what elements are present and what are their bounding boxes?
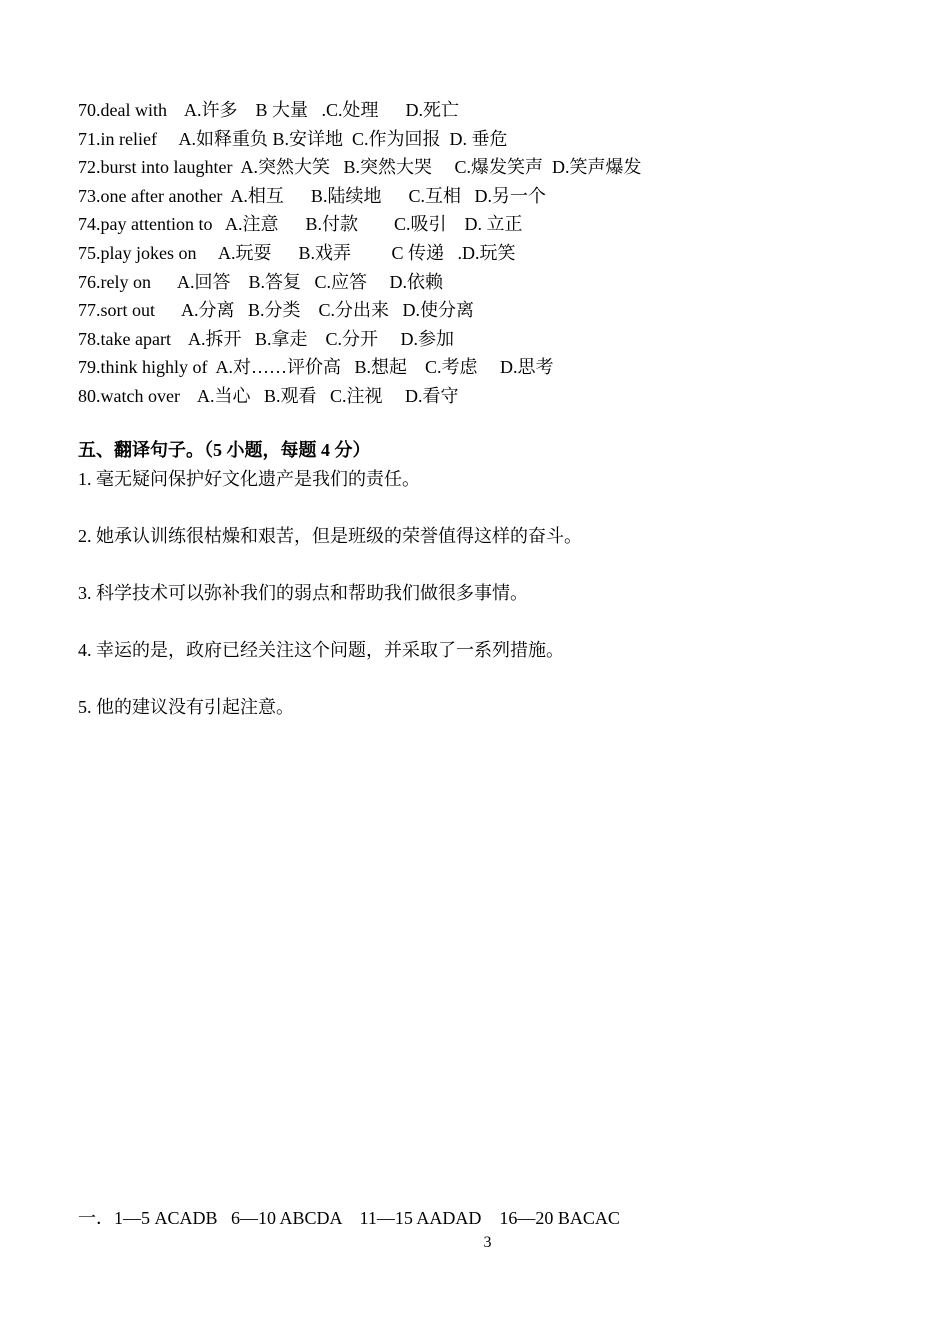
vocab-question-75: 75.play jokes on A.玩耍 B.戏弄 C 传递 .D.玩笑: [78, 242, 516, 263]
vocab-question-71: 71.in relief A.如释重负 B.安详地 C.作为回报 D. 垂危: [78, 128, 508, 149]
translation-sentence-2: 2. 她承认训练很枯燥和艰苦，但是班级的荣誉值得这样的奋斗。: [78, 526, 582, 546]
vocab-question-78: 78.take apart A.拆开 B.拿走 C.分开 D.参加: [78, 328, 454, 349]
vocab-question-73: 73.one after another A.相互 B.陆续地 C.互相 D.另一个: [78, 185, 546, 206]
vocab-question-76: 76.rely on A.回答 B.答复 C.应答 D.依赖: [78, 271, 444, 292]
translation-sentence-1: 1. 毫无疑问保护好文化遗产是我们的责任。: [78, 469, 420, 489]
translation-sentence-3: 3. 科学技术可以弥补我们的弱点和帮助我们做很多事情。: [78, 583, 528, 603]
vocab-question-70: 70.deal with A.许多 B 大量 .C.处理 D.死亡: [78, 100, 459, 120]
translation-sentence-4: 4. 幸运的是，政府已经关注这个问题，并采取了一系列措施。: [78, 640, 564, 660]
vocab-question-72: 72.burst into laughter A.突然大笑 B.突然大哭 C.爆发笑声 D.笑声爆发: [78, 157, 642, 178]
vocab-question-77: 77.sort out A.分离 B.分类 C.分出来 D.使分离: [78, 300, 475, 321]
translation-sentence-5: 5. 他的建议没有引起注意。: [78, 697, 294, 717]
vocab-question-79: 79.think highly of A.对……评价高 B.想起 C.考虑 D.思考: [78, 357, 554, 378]
translation-sentence-list: [78, 465, 898, 750]
translation-section-heading: 五、翻译句子。（5 小题，每题 4 分）: [78, 440, 371, 460]
vocab-question-80: 80.watch over A.当心 B.观看 C.注视 D.看守: [78, 385, 459, 406]
answer-key-line: 一．1—5 ACADB 6—10 ABCDA 11—15 AADAD 16—20 BACAC: [78, 1208, 620, 1228]
vocabulary-question-list: [78, 96, 898, 411]
vocab-question-74: 74.pay attention to A.注意 B.付款 C.吸引 D. 立正: [78, 214, 523, 235]
page-number: 3: [483, 1234, 492, 1251]
